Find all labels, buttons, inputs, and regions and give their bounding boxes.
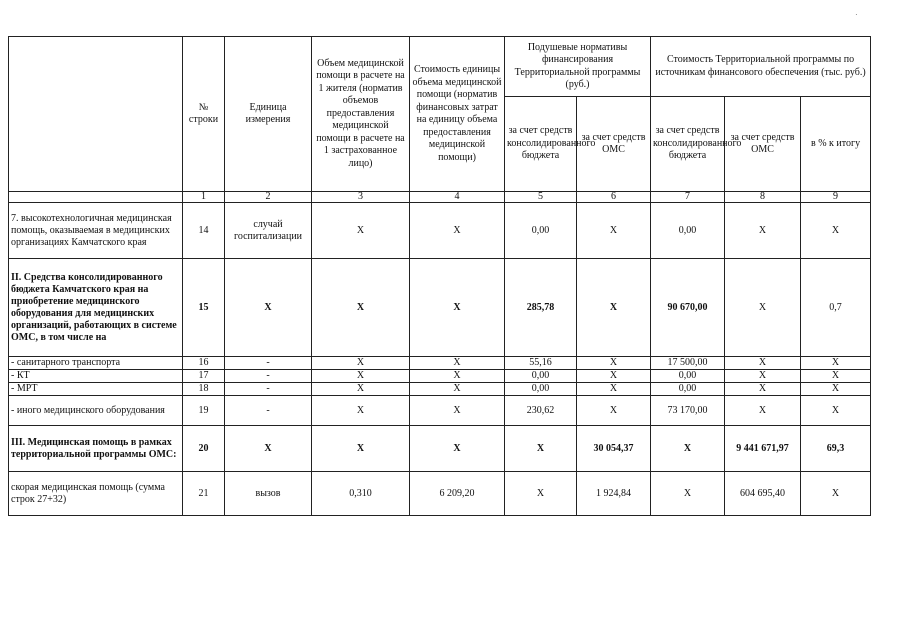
row-volume: Х (312, 259, 410, 357)
table-row (9, 396, 871, 426)
row-t-oms: 9 441 671,97 (725, 426, 801, 472)
header-cost: Стоимость единицы объема медицинской помощи (норматив финансовых затрат на единицу объема предоставления медицинской помощи) (410, 37, 505, 192)
row-pc-oms: 30 054,37 (577, 426, 651, 472)
row-volume: Х (312, 396, 410, 426)
row-t-oms: 604 695,40 (725, 472, 801, 516)
header-name-cell (9, 37, 183, 192)
column-number: 4 (410, 192, 505, 203)
row-cost: Х (410, 259, 505, 357)
table-row (9, 383, 871, 396)
column-number-empty (9, 192, 183, 203)
row-unit: Х (225, 426, 312, 472)
row-name: - санитарного транспорта (9, 357, 183, 370)
row-name: III. Медицинская помощь в рамках территориальной программы ОМС: (9, 426, 183, 472)
column-number: 7 (651, 192, 725, 203)
row-t-pct: Х (801, 396, 871, 426)
row-no: 18 (183, 383, 225, 396)
header-total-budget: за счет средств консолидированного бюджета (651, 97, 725, 192)
row-name: 7. высокотехнологичная медицинская помощь, оказываемая в медицинских организациях Камчатского края (9, 203, 183, 259)
row-t-budget: 0,00 (651, 370, 725, 383)
table-row (9, 370, 871, 383)
column-number: 3 (312, 192, 410, 203)
row-pc-oms: Х (577, 259, 651, 357)
table-row (9, 357, 871, 370)
row-pc-oms: Х (577, 370, 651, 383)
header-per-capita-oms: за счет средств ОМС (577, 97, 651, 192)
row-pc-oms: 1 924,84 (577, 472, 651, 516)
row-volume: Х (312, 383, 410, 396)
row-t-oms: Х (725, 357, 801, 370)
column-number: 6 (577, 192, 651, 203)
row-no: 16 (183, 357, 225, 370)
row-cost: 6 209,20 (410, 472, 505, 516)
row-unit: - (225, 383, 312, 396)
column-number: 1 (183, 192, 225, 203)
table-row (9, 426, 871, 472)
row-t-oms: Х (725, 383, 801, 396)
row-t-pct: 0,7 (801, 259, 871, 357)
row-t-pct: Х (801, 472, 871, 516)
row-pc-budget: 0,00 (505, 383, 577, 396)
table-row (9, 472, 871, 516)
row-cost: Х (410, 370, 505, 383)
row-pc-oms: Х (577, 203, 651, 259)
row-t-budget: 17 500,00 (651, 357, 725, 370)
row-cost: Х (410, 357, 505, 370)
row-volume: Х (312, 357, 410, 370)
corner-mark: · (855, 10, 858, 19)
row-no: 20 (183, 426, 225, 472)
row-no: 21 (183, 472, 225, 516)
row-pc-oms: Х (577, 396, 651, 426)
table-row (9, 259, 871, 357)
row-t-oms: Х (725, 396, 801, 426)
header-total-pct: в % к итогу (801, 97, 871, 192)
row-no: 17 (183, 370, 225, 383)
row-name: - КТ (9, 370, 183, 383)
row-unit: - (225, 357, 312, 370)
row-pc-oms: Х (577, 383, 651, 396)
row-cost: Х (410, 203, 505, 259)
row-t-budget: 90 670,00 (651, 259, 725, 357)
row-pc-budget: 0,00 (505, 203, 577, 259)
row-name: - МРТ (9, 383, 183, 396)
row-pc-budget: Х (505, 426, 577, 472)
column-number: 8 (725, 192, 801, 203)
row-pc-budget: 55,16 (505, 357, 577, 370)
row-unit: - (225, 370, 312, 383)
row-unit: случай госпитализации (225, 203, 312, 259)
financing-table (8, 36, 871, 516)
row-no: 19 (183, 396, 225, 426)
row-t-budget: Х (651, 426, 725, 472)
row-t-budget: 73 170,00 (651, 396, 725, 426)
row-cost: Х (410, 396, 505, 426)
row-cost: Х (410, 426, 505, 472)
header-per-capita-group: Подушевые нормативы финансирования Территориальной программы (руб.) (505, 37, 651, 97)
header-total-oms: за счет средств ОМС (725, 97, 801, 192)
header-row-1 (9, 37, 871, 97)
row-pc-budget: 0,00 (505, 370, 577, 383)
row-unit: Х (225, 259, 312, 357)
row-no: 14 (183, 203, 225, 259)
column-number: 2 (225, 192, 312, 203)
row-name: II. Средства консолидированного бюджета Камчатского края на приобретение медицинского оборудования для медицинских организаций, работающих в системе ОМС, в том числе на (9, 259, 183, 357)
row-cost: Х (410, 383, 505, 396)
row-unit: - (225, 396, 312, 426)
row-pc-oms: Х (577, 357, 651, 370)
row-volume: Х (312, 370, 410, 383)
row-name: скорая медицинская помощь (сумма строк 27+32) (9, 472, 183, 516)
row-t-budget: Х (651, 472, 725, 516)
row-t-budget: 0,00 (651, 203, 725, 259)
column-number: 5 (505, 192, 577, 203)
column-number-row (9, 192, 871, 203)
row-pc-budget: Х (505, 472, 577, 516)
document-page (8, 36, 871, 516)
row-volume: Х (312, 203, 410, 259)
row-t-oms: Х (725, 259, 801, 357)
header-per-capita-budget: за счет средств консолидированного бюджета (505, 97, 577, 192)
header-volume: Объем медицинской помощи в расчете на 1 жителя (норматив объемов предоставления медицинской помощи в расчете на 1 застрахованное лицо) (312, 37, 410, 192)
row-name: - иного медицинского оборудования (9, 396, 183, 426)
row-volume: Х (312, 426, 410, 472)
row-volume: 0,310 (312, 472, 410, 516)
table-row (9, 203, 871, 259)
row-no: 15 (183, 259, 225, 357)
row-t-oms: Х (725, 203, 801, 259)
row-t-budget: 0,00 (651, 383, 725, 396)
row-t-pct: Х (801, 370, 871, 383)
header-unit: Единица измерения (225, 37, 312, 192)
column-number: 9 (801, 192, 871, 203)
row-pc-budget: 285,78 (505, 259, 577, 357)
row-t-pct: Х (801, 357, 871, 370)
header-row-no: № строки (183, 37, 225, 192)
row-pc-budget: 230,62 (505, 396, 577, 426)
row-t-oms: Х (725, 370, 801, 383)
row-t-pct: 69,3 (801, 426, 871, 472)
row-t-pct: Х (801, 203, 871, 259)
row-t-pct: Х (801, 383, 871, 396)
header-total-group: Стоимость Территориальной программы по источникам финансового обеспечения (тыс. руб.) (651, 37, 871, 97)
row-unit: вызов (225, 472, 312, 516)
